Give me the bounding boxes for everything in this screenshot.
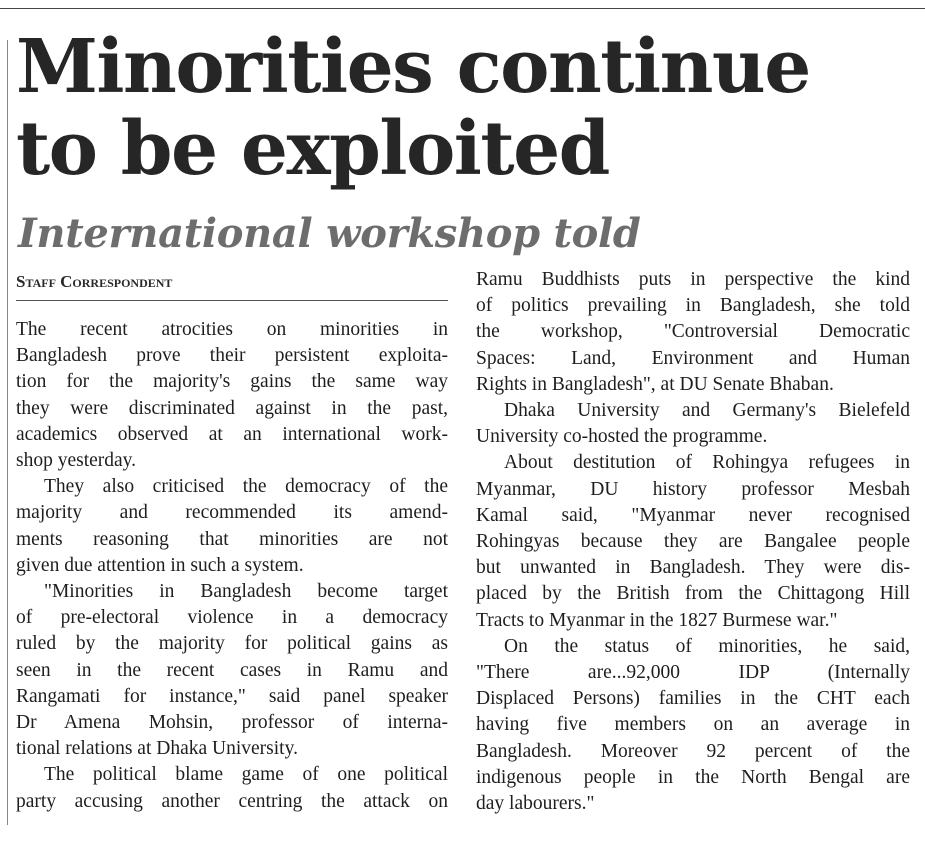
article-line: of pre-electoral violence in a democracy (16, 607, 448, 629)
article-line: They also criticised the democracy of the (44, 476, 448, 498)
subheadline: International workshop told (18, 210, 641, 257)
article-line: shop yesterday. (16, 450, 137, 472)
article-line: Dr Amena Mohsin, professor of interna- (16, 712, 448, 734)
article-line: Rights in Bangladesh", at DU Senate Bhaban. (476, 373, 834, 395)
top-rule (0, 8, 925, 9)
article-line: they were discriminated against in the past, (16, 397, 448, 419)
article-line: having five members on an average in (476, 714, 910, 736)
article-line: The recent atrocities on minorities in (16, 319, 448, 340)
headline (16, 26, 810, 190)
article-line: "Minorities in Bangladesh become target (44, 581, 448, 603)
article-line: Myanmar, DU history professor Mesbah (476, 478, 910, 500)
article-line: Kamal said, "Myanmar never recognised (476, 504, 910, 526)
article-line: "There are...92,000 IDP (Internally (476, 662, 910, 684)
article-line: On the status of minorities, he said, (504, 635, 910, 657)
article-paragraph (476, 398, 910, 450)
article-line: placed by the British from the Chittagong Hill (476, 583, 910, 605)
article-line: Bangladesh prove their persistent exploita- (16, 345, 448, 367)
article-paragraph (16, 762, 448, 814)
article-line: Rohingyas because they are Bangalee people (476, 531, 910, 553)
article-line: majority and recommended its amend- (16, 502, 448, 524)
article-paragraph (476, 450, 910, 633)
article-line: ruled by the majority for political gains as (16, 633, 448, 655)
right-column (476, 267, 910, 817)
byline-rule (16, 300, 448, 301)
article-paragraph (16, 579, 448, 762)
headline-line-1: Minorities continue (16, 24, 810, 110)
headline-line-2: to be exploited (16, 106, 609, 192)
article-line: tion for the majority's gains the same way (16, 371, 448, 393)
article-line: but unwanted in Bangladesh. They were dis- (476, 557, 910, 579)
article-line: Rangamati for instance," said panel speaker (16, 685, 448, 707)
article-line: seen in the recent cases in Ramu and (16, 659, 448, 681)
article-line: Ramu Buddhists puts in perspective the kind (476, 269, 910, 290)
article-line: given due attention in such a system. (16, 554, 304, 576)
article-paragraph (476, 267, 910, 398)
article-line: indigenous people in the North Bengal are (476, 766, 910, 788)
article-line: University co-hosted the programme. (476, 426, 768, 448)
article-paragraph (16, 317, 448, 474)
article-line: Tracts to Myanmar in the 1827 Burmese war." (476, 609, 838, 631)
left-rule (7, 40, 8, 825)
article-line: The political blame game of one political (44, 764, 448, 786)
article-line: About destitution of Rohingya refugees in (504, 452, 910, 474)
article-line: Spaces: Land, Environment and Human (476, 347, 910, 369)
article-line: Dhaka University and Germany's Bielefeld (504, 400, 910, 422)
article-line: Displaced Persons) families in the CHT each (476, 688, 910, 710)
article-line: the workshop, "Controversial Democratic (476, 321, 910, 343)
byline: Staff Correspondent (16, 272, 173, 291)
article-line: tional relations at Dhaka University. (16, 738, 298, 760)
left-column (16, 317, 448, 815)
article-line: of politics prevailing in Bangladesh, she told (476, 295, 910, 317)
article-line: ments reasoning that minorities are not (16, 528, 448, 550)
article-line: academics observed at an international work- (16, 423, 448, 445)
article-line: Bangladesh. Moreover 92 percent of the (476, 740, 910, 762)
article-line: day labourers." (476, 793, 595, 815)
article-line: party accusing another centring the attack on (16, 790, 448, 812)
article-paragraph (476, 634, 910, 817)
article-paragraph (16, 474, 448, 579)
